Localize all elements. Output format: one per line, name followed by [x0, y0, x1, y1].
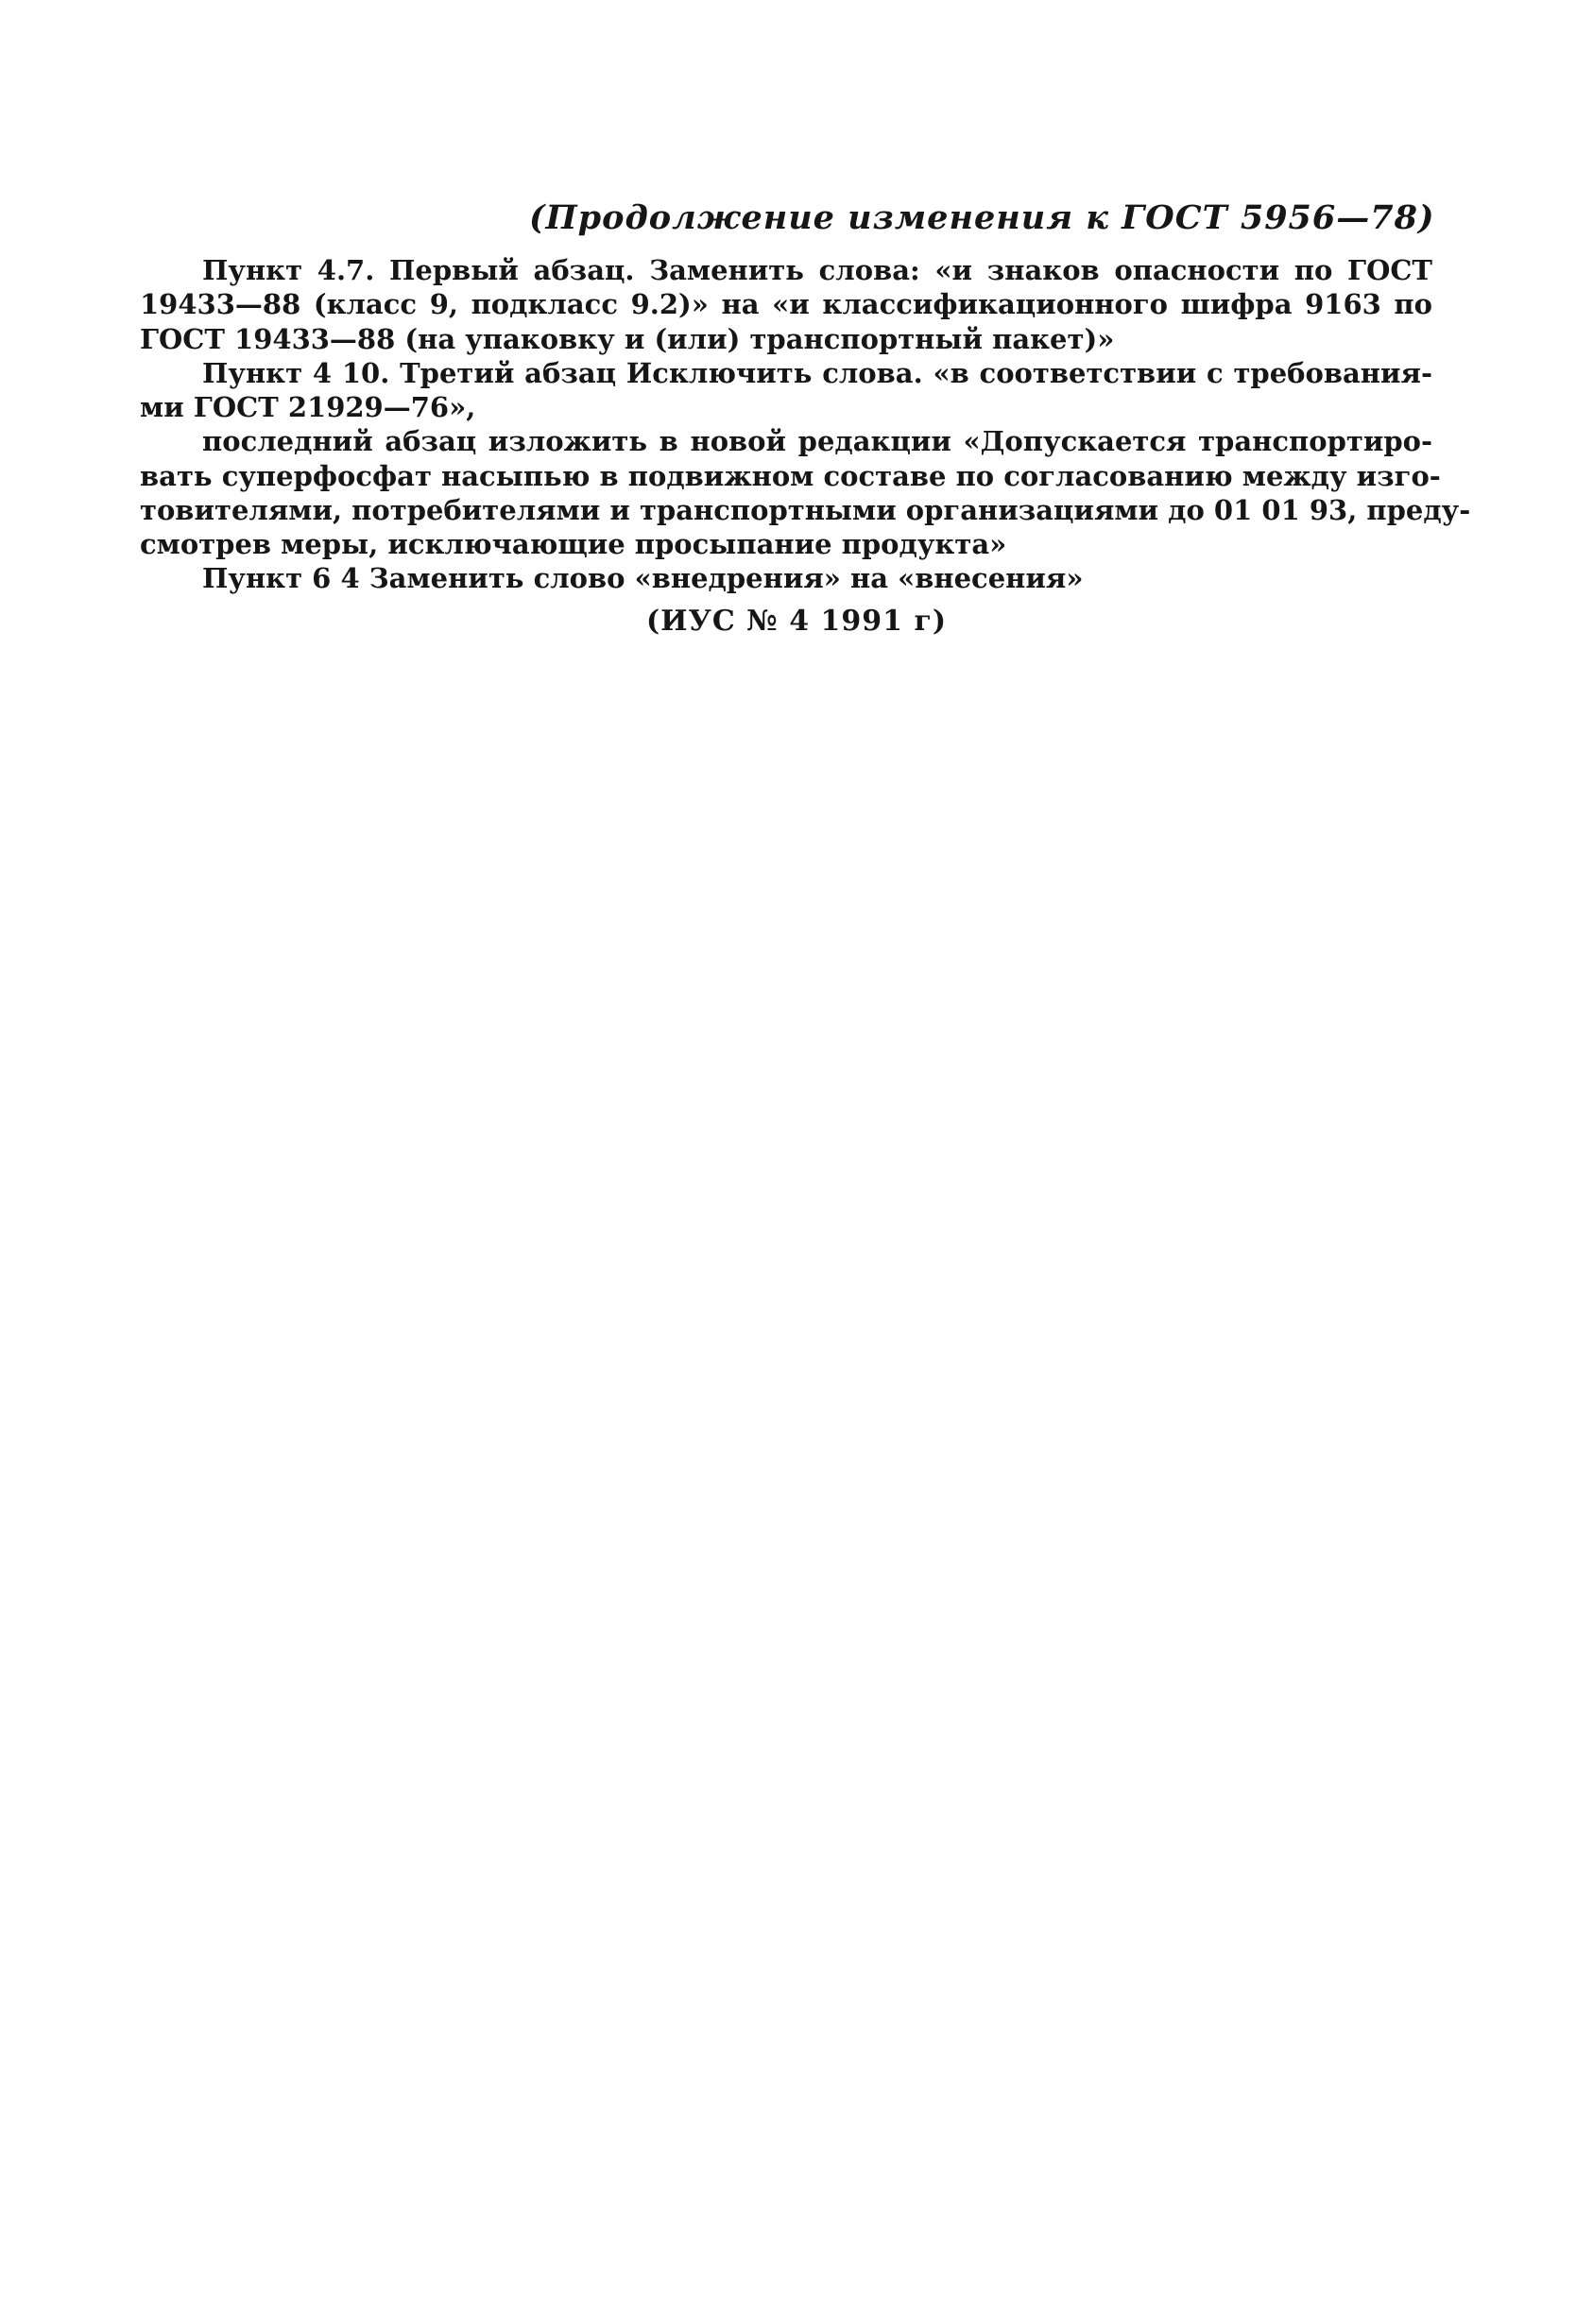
paragraph-last-abzac — [140, 424, 1471, 561]
source-note: (ИУС № 4 1991 г) — [645, 605, 948, 638]
paragraph-clause-4-7 — [140, 253, 1432, 356]
text-line: 19433—88 (класс 9, подкласс 9.2)» на «и классификационного шифра 9163 по — [140, 288, 1432, 321]
text-line: Пункт 4.7. Первый абзац. Заменить слова: «и знаков опасности по ГОСТ — [202, 254, 1432, 286]
paragraph-clause-4-10 — [140, 356, 1432, 425]
text-line: ми ГОСТ 21929—76», — [140, 391, 476, 423]
text-line: Пункт 6 4 Заменить слово «внедрения» на «внесения» — [202, 562, 1084, 595]
text-line: Пункт 4 10. Третий абзац Исключить слова. «в соответствии с требования- — [202, 356, 1432, 389]
text-line: ГОСТ 19433—88 (на упаковку и (или) транспортный пакет)» — [140, 322, 1115, 355]
continuation-header: (Продолжение изменения к ГОСТ 5956—78) — [529, 198, 1435, 237]
paragraph-clause-6-4 — [140, 561, 1432, 595]
text-line: последний абзац изложить в новой редакции «Допускается транспортиро- — [202, 425, 1432, 458]
text-line: вать суперфосфат насыпью в подвижном составе по согласованию между изго- — [140, 459, 1441, 492]
text-line: товителями, потребителями и транспортными организациями до 01 01 93, преду- — [140, 493, 1471, 526]
text-line: смотрев меры, исключающие просыпание продукта» — [140, 528, 1007, 560]
amendment-text — [140, 253, 1471, 596]
